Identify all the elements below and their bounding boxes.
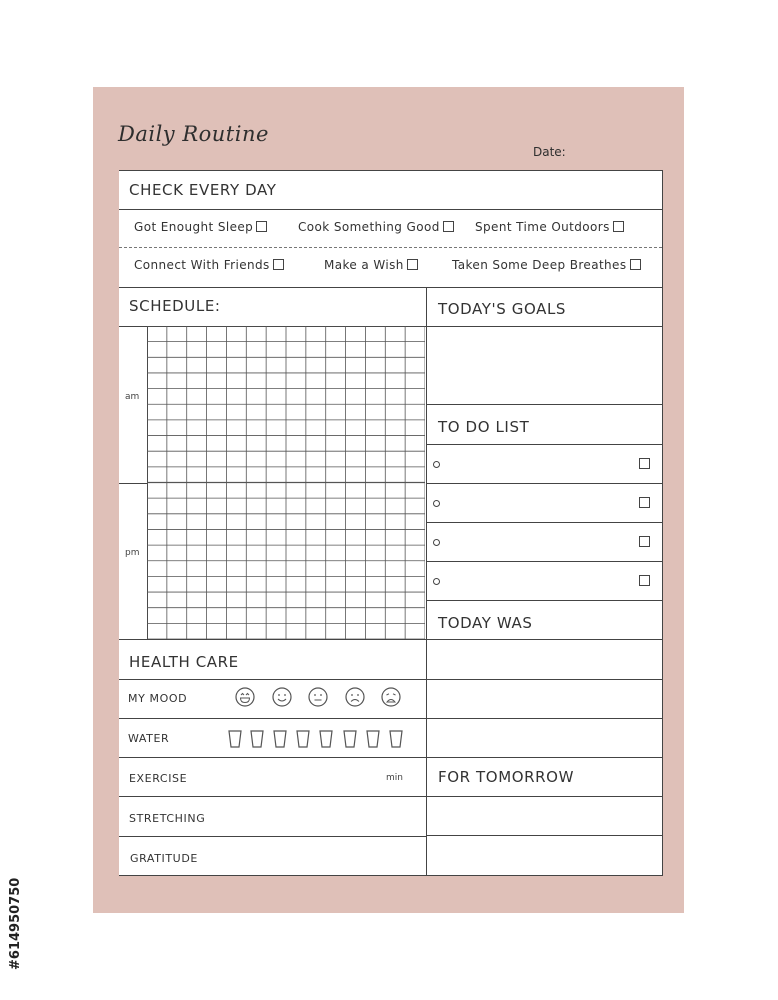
checkbox-square[interactable]: [256, 221, 267, 232]
today-was-heading: TODAY WAS: [438, 614, 533, 632]
water-label: WATER: [128, 732, 170, 745]
divider: [119, 170, 662, 171]
divider: [119, 718, 426, 719]
gratitude-label: GRATITUDE: [130, 852, 198, 865]
very-happy-face-icon[interactable]: [235, 687, 255, 707]
divider: [426, 679, 662, 680]
glass-icon[interactable]: [389, 730, 403, 748]
divider: [119, 209, 662, 210]
goals-area[interactable]: [427, 327, 662, 404]
checkbox-square[interactable]: [407, 259, 418, 270]
divider: [119, 639, 426, 640]
checkbox-sleep[interactable]: Got Enought Sleep: [134, 220, 267, 234]
tomorrow-heading: FOR TOMORROW: [438, 768, 575, 786]
divider: [119, 796, 426, 797]
divider: [119, 757, 426, 758]
divider: [426, 718, 662, 719]
check-every-day-heading: CHECK EVERY DAY: [129, 181, 277, 199]
glass-icon[interactable]: [228, 730, 242, 748]
checkbox-wish[interactable]: Make a Wish: [324, 258, 418, 272]
divider: [426, 483, 662, 484]
mood-label: MY MOOD: [128, 692, 188, 705]
sad-face-icon[interactable]: [345, 687, 365, 707]
checkbox-friends[interactable]: Connect With Friends: [134, 258, 284, 272]
divider: [662, 170, 663, 876]
dashed-divider: [119, 247, 662, 248]
glass-icon[interactable]: [296, 730, 310, 748]
goals-heading: TODAY'S GOALS: [438, 300, 567, 318]
bullet-icon: [433, 461, 440, 468]
divider: [426, 757, 662, 758]
divider: [426, 404, 662, 405]
divider: [426, 600, 662, 601]
checkbox-square[interactable]: [613, 221, 624, 232]
checkbox-square[interactable]: [443, 221, 454, 232]
checkbox-cook[interactable]: Cook Something Good: [298, 220, 454, 234]
divider: [426, 522, 662, 523]
stretching-label: STRETCHING: [129, 812, 206, 825]
bullet-icon: [433, 539, 440, 546]
stock-id: #614950750: [8, 877, 23, 970]
schedule-grid[interactable]: [147, 326, 425, 639]
todo-checkbox[interactable]: [639, 536, 650, 547]
smiley-face-icon[interactable]: [272, 687, 292, 707]
am-label: am: [125, 392, 140, 402]
todo-checkbox[interactable]: [639, 458, 650, 469]
divider: [426, 639, 662, 640]
glass-icon[interactable]: [319, 730, 333, 748]
bullet-icon: [433, 500, 440, 507]
exercise-label: EXERCISE: [129, 772, 188, 785]
checkbox-square[interactable]: [273, 259, 284, 270]
glass-icon[interactable]: [250, 730, 264, 748]
glass-icon[interactable]: [273, 730, 287, 748]
schedule-heading: SCHEDULE:: [129, 297, 221, 315]
todo-heading: TO DO LIST: [438, 418, 530, 436]
am-pm-divider: [119, 483, 147, 484]
glass-icon[interactable]: [343, 730, 357, 748]
divider: [426, 561, 662, 562]
todo-checkbox[interactable]: [639, 497, 650, 508]
checkbox-outdoors[interactable]: Spent Time Outdoors: [475, 220, 624, 234]
divider: [426, 835, 662, 836]
checkbox-square[interactable]: [630, 259, 641, 270]
neutral-face-icon[interactable]: [308, 687, 328, 707]
health-care-heading: HEALTH CARE: [129, 653, 239, 671]
planner-title: Daily Routine: [118, 122, 269, 146]
divider: [119, 287, 662, 288]
exercise-unit: min: [386, 773, 403, 783]
very-sad-face-icon[interactable]: [381, 687, 401, 707]
divider: [119, 679, 426, 680]
glass-icon[interactable]: [366, 730, 380, 748]
date-label: Date:: [533, 145, 566, 159]
bullet-icon: [433, 578, 440, 585]
todo-checkbox[interactable]: [639, 575, 650, 586]
checkbox-breathes[interactable]: Taken Some Deep Breathes: [452, 258, 641, 272]
divider: [119, 875, 662, 876]
divider: [426, 796, 662, 797]
divider: [119, 836, 426, 837]
divider: [426, 444, 662, 445]
pm-label: pm: [125, 548, 140, 558]
